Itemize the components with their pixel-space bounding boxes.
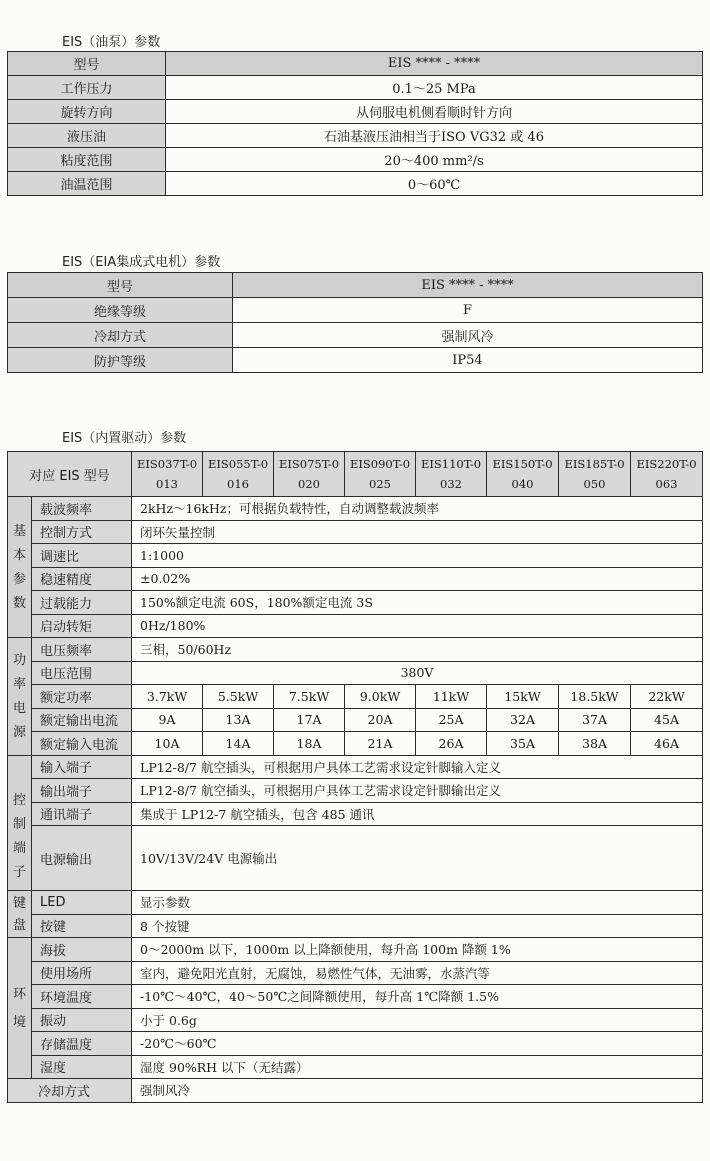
table-row <box>8 961 703 985</box>
row-label: 型号 <box>8 52 166 76</box>
row-value: -10℃～40℃，40～50℃之间降额使用，每升高 1℃降额 1.5% <box>132 985 703 1009</box>
table-row <box>8 779 703 803</box>
row-label: 型号 <box>8 273 233 298</box>
table-row <box>8 567 703 591</box>
table-row <box>8 52 703 76</box>
value-cell: 20A <box>345 708 416 732</box>
row-label: 电压频率 <box>32 638 132 662</box>
model-cell: EIS037T-0 013 <box>132 452 203 497</box>
drive-section-title: EIS（内置驱动）参数 <box>62 431 187 446</box>
row-label: 工作压力 <box>8 76 166 100</box>
model-header-label: 对应 EIS 型号 <box>8 452 132 497</box>
row-label: 液压油 <box>8 124 166 148</box>
row-value: IP54 <box>233 348 703 373</box>
row-label: 防护等级 <box>8 348 233 373</box>
model-header-row <box>8 452 703 497</box>
row-label: 电压范围 <box>32 661 132 685</box>
model-cell: EIS055T-0 016 <box>203 452 274 497</box>
group-basic-label: 基 本 参 数 <box>8 497 32 638</box>
row-value: 湿度 90%RH 以下（无结露） <box>132 1055 703 1079</box>
row-value: 集成于 LP12-7 航空插头，包含 485 通讯 <box>132 802 703 826</box>
value-cell: 35A <box>487 732 559 756</box>
row-label: 粘度范围 <box>8 148 166 172</box>
value-cell: 26A <box>416 732 487 756</box>
group-control-label: 控 制 端 子 <box>8 755 32 891</box>
value-cell: 18.5kW <box>559 685 631 709</box>
table-row <box>8 985 703 1009</box>
row-label: 输出端子 <box>32 779 132 803</box>
pump-section-title: EIS（油泵）参数 <box>62 35 161 50</box>
group-power-label: 功 率 电 源 <box>8 638 32 756</box>
table-row <box>8 802 703 826</box>
table-row <box>8 1032 703 1056</box>
row-label: 绝缘等级 <box>8 298 233 323</box>
row-label: 过载能力 <box>32 591 132 615</box>
motor-params-table <box>7 272 703 373</box>
row-label: 冷却方式 <box>8 1079 132 1103</box>
row-value: 0.1～25 MPa <box>166 76 703 100</box>
row-label: 输入端子 <box>32 755 132 779</box>
model-cell: EIS185T-0 050 <box>559 452 631 497</box>
row-value: 从伺服电机侧看顺时针方向 <box>166 100 703 124</box>
row-value: LP12-8/7 航空插头，可根据用户具体工艺需求设定针脚输入定义 <box>132 755 703 779</box>
value-cell: 3.7kW <box>132 685 203 709</box>
table-row <box>8 732 703 756</box>
row-value: 380V <box>132 661 703 685</box>
row-label: 额定输入电流 <box>32 732 132 756</box>
table-row <box>8 520 703 544</box>
row-value: EIS **** - **** <box>233 273 703 298</box>
table-row <box>8 124 703 148</box>
table-row <box>8 1079 703 1103</box>
table-row <box>8 661 703 685</box>
value-cell: 25A <box>416 708 487 732</box>
row-label: 海拔 <box>32 938 132 962</box>
row-value: F <box>233 298 703 323</box>
row-value: 闭环矢量控制 <box>132 520 703 544</box>
drive-params-table <box>7 451 703 1103</box>
value-cell: 38A <box>559 732 631 756</box>
model-cell: EIS090T-0 025 <box>345 452 416 497</box>
row-value: LP12-8/7 航空插头，可根据用户具体工艺需求设定针脚输出定义 <box>132 779 703 803</box>
row-label: 湿度 <box>32 1055 132 1079</box>
table-row <box>8 298 703 323</box>
table-row <box>8 685 703 709</box>
row-label: 按键 <box>32 914 132 938</box>
row-label: 振动 <box>32 1008 132 1032</box>
table-row <box>8 1008 703 1032</box>
value-cell: 10A <box>132 732 203 756</box>
row-value: 强制风冷 <box>233 323 703 348</box>
value-cell: 15kW <box>487 685 559 709</box>
row-value: 室内，避免阳光直射，无腐蚀，易燃性气体，无油雾，水蒸汽等 <box>132 961 703 985</box>
row-value: 石油基液压油相当于ISO VG32 或 46 <box>166 124 703 148</box>
row-label: LED <box>32 891 132 915</box>
row-value: 8 个按键 <box>132 914 703 938</box>
row-label: 通讯端子 <box>32 802 132 826</box>
value-cell: 9.0kW <box>345 685 416 709</box>
model-cell: EIS150T-0 040 <box>487 452 559 497</box>
row-value: ±0.02% <box>132 567 703 591</box>
value-cell: 13A <box>203 708 274 732</box>
row-value: 三相，50/60Hz <box>132 638 703 662</box>
row-label: 额定输出电流 <box>32 708 132 732</box>
table-row <box>8 100 703 124</box>
row-value: 0～60℃ <box>166 172 703 196</box>
row-label: 额定功率 <box>32 685 132 709</box>
table-row <box>8 914 703 938</box>
row-label: 电源输出 <box>32 826 132 891</box>
value-cell: 14A <box>203 732 274 756</box>
table-row <box>8 323 703 348</box>
table-row <box>8 708 703 732</box>
table-row <box>8 273 703 298</box>
row-value: -20℃～60℃ <box>132 1032 703 1056</box>
value-cell: 32A <box>487 708 559 732</box>
table-row <box>8 1055 703 1079</box>
row-value: 强制风冷 <box>132 1079 703 1103</box>
value-cell: 18A <box>274 732 345 756</box>
table-row <box>8 614 703 638</box>
row-value: 0～2000m 以下，1000m 以上降额使用，每升高 100m 降额 1% <box>132 938 703 962</box>
table-row <box>8 826 703 891</box>
model-cell: EIS220T-0 063 <box>631 452 703 497</box>
value-cell: 7.5kW <box>274 685 345 709</box>
table-row <box>8 638 703 662</box>
row-label: 调速比 <box>32 544 132 568</box>
table-row <box>8 348 703 373</box>
row-value: 20～400 mm²/s <box>166 148 703 172</box>
value-cell: 45A <box>631 708 703 732</box>
table-row <box>8 148 703 172</box>
table-row <box>8 172 703 196</box>
row-label: 启动转矩 <box>32 614 132 638</box>
row-label: 载波频率 <box>32 497 132 521</box>
row-label: 存储温度 <box>32 1032 132 1056</box>
motor-section-title: EIS（EIA集成式电机）参数 <box>62 255 221 270</box>
row-label: 旋转方向 <box>8 100 166 124</box>
row-value: 0Hz/180% <box>132 614 703 638</box>
row-label: 稳速精度 <box>32 567 132 591</box>
row-label: 油温范围 <box>8 172 166 196</box>
row-value: EIS **** - **** <box>166 52 703 76</box>
row-label: 冷却方式 <box>8 323 233 348</box>
row-label: 使用场所 <box>32 961 132 985</box>
row-value: 2kHz～16kHz；可根据负载特性，自动调整载波频率 <box>132 497 703 521</box>
value-cell: 46A <box>631 732 703 756</box>
group-keypad-label: 键 盘 <box>8 891 32 938</box>
value-cell: 21A <box>345 732 416 756</box>
table-row <box>8 891 703 915</box>
row-value: 1:1000 <box>132 544 703 568</box>
row-value: 10V/13V/24V 电源输出 <box>132 826 703 891</box>
table-row <box>8 497 703 521</box>
value-cell: 5.5kW <box>203 685 274 709</box>
table-row <box>8 76 703 100</box>
value-cell: 17A <box>274 708 345 732</box>
row-label: 环境温度 <box>32 985 132 1009</box>
row-value: 小于 0.6g <box>132 1008 703 1032</box>
row-value: 显示参数 <box>132 891 703 915</box>
value-cell: 22kW <box>631 685 703 709</box>
value-cell: 9A <box>132 708 203 732</box>
pump-params-table <box>7 51 703 196</box>
model-cell: EIS110T-0 032 <box>416 452 487 497</box>
table-row <box>8 591 703 615</box>
value-cell: 37A <box>559 708 631 732</box>
value-cell: 11kW <box>416 685 487 709</box>
row-value: 150%额定电流 60S，180%额定电流 3S <box>132 591 703 615</box>
table-row <box>8 544 703 568</box>
row-label: 控制方式 <box>32 520 132 544</box>
table-row <box>8 938 703 962</box>
model-cell: EIS075T-0 020 <box>274 452 345 497</box>
table-row <box>8 755 703 779</box>
group-env-label: 环 境 <box>8 938 32 1079</box>
